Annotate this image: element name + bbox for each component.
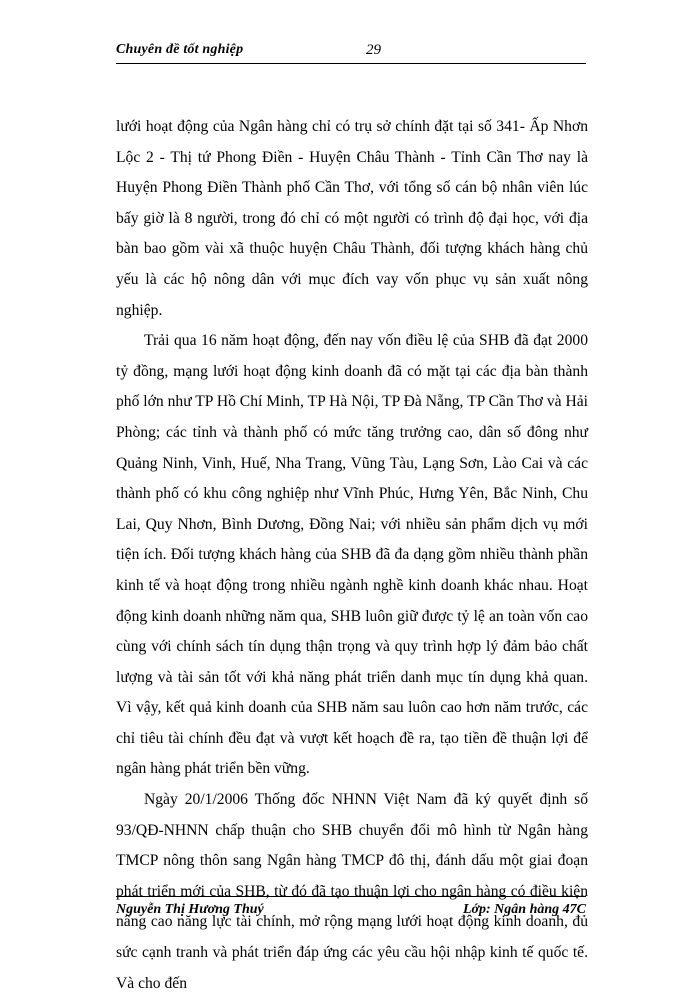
page-number: 29 bbox=[366, 42, 381, 58]
header-rule bbox=[116, 63, 586, 64]
header-title: Chuyên đề tốt nghiệp bbox=[116, 42, 244, 57]
paragraph-history: Trải qua 16 năm hoạt động, đến nay vốn điều lệ của SHB đã đạt 2000 tỷ đồng, mạng lưới hoạt động kinh doanh đã có mặt tại các địa bàn thành phố lớn như TP Hồ Chí Minh, TP Hà Nội, TP Đà Nẵng, TP Cần Thơ và Hải Phòng; các tỉnh và thành phố có mức tăng trưởng cao, dân số đông như Quảng Ninh, Vinh, Huế, Nha Trang, Vũng Tàu, Lạng Sơn, Lào Cai và các thành phố có khu công nghiệp như Vĩnh Phúc, Hưng Yên, Bắc Ninh, Chu Lai, Quy Nhơn, Bình Dương, Đồng Nai; với nhiều sản phẩm dịch vụ mới tiện ích. Đối tượng khách hàng của SHB đã đa dạng gồm nhiều thành phần kinh tế và hoạt động trong nhiều ngành nghề kinh doanh khác nhau. Hoạt động kinh doanh những năm qua, SHB luôn giữ được tỷ lệ an toàn vốn cao cùng với chính sách tín dụng thận trọng và quy trình hợp lý đảm bảo chất lượng và tài sản tốt với khả năng phát triển danh mục tín dụng khả quan. Vì vậy, kết quả kinh doanh của SHB năm sau luôn cao hơn năm trước, các chỉ tiêu tài chính đều đạt và vượt kết hoạch đề ra, tạo tiền đề thuận lợi để ngân hàng phát triển bền vững. bbox=[116, 332, 588, 778]
footer-rule bbox=[116, 896, 586, 897]
footer-class: Lớp: Ngân hàng 47C bbox=[462, 902, 586, 917]
paragraph-conversion: Ngày 20/1/2006 Thống đốc NHNN Việt Nam đã ký quyết định số 93/QĐ-NHNN chấp thuận cho SHB chuyển đổi mô hình từ Ngân hàng TMCP nông thôn sang Ngân hàng TMCP đô thị, đánh dấu một giai đoạn phát triển mới của SHB, từ đó đã tạo thuận lợi cho ngân hàng có điều kiện nâng cao năng lực tài chính, mở rộng mạng lưới hoạt động kinh doanh, đủ sức cạnh tranh và phát triển đáp ứng các yêu cầu hội nhập kinh tế quốc tế. Và cho đến bbox=[116, 791, 588, 992]
footer-author: Nguyễn Thị Hương Thuý bbox=[116, 902, 264, 917]
paragraph-continued: lưới hoạt động của Ngân hàng chỉ có trụ sở chính đặt tại số 341- Ấp Nhơn Lộc 2 - Thị tứ Phong Điền - Huyện Châu Thành - Tỉnh Cần Thơ nay là Huyện Phong Điền Thành phố Cần Thơ, với tổng số cán bộ nhân viên lúc bấy giờ là 8 người, trong đó chỉ có một người có trình độ đại học, với địa bàn bao gồm vài xã thuộc huyện Châu Thành, đối tượng khách hàng chủ yếu là các hộ nông dân với mục đích vay vốn phục vụ sản xuất nông nghiệp. bbox=[116, 118, 588, 319]
body-text bbox=[116, 112, 588, 999]
page-footer bbox=[116, 900, 586, 922]
page-header bbox=[116, 40, 586, 62]
